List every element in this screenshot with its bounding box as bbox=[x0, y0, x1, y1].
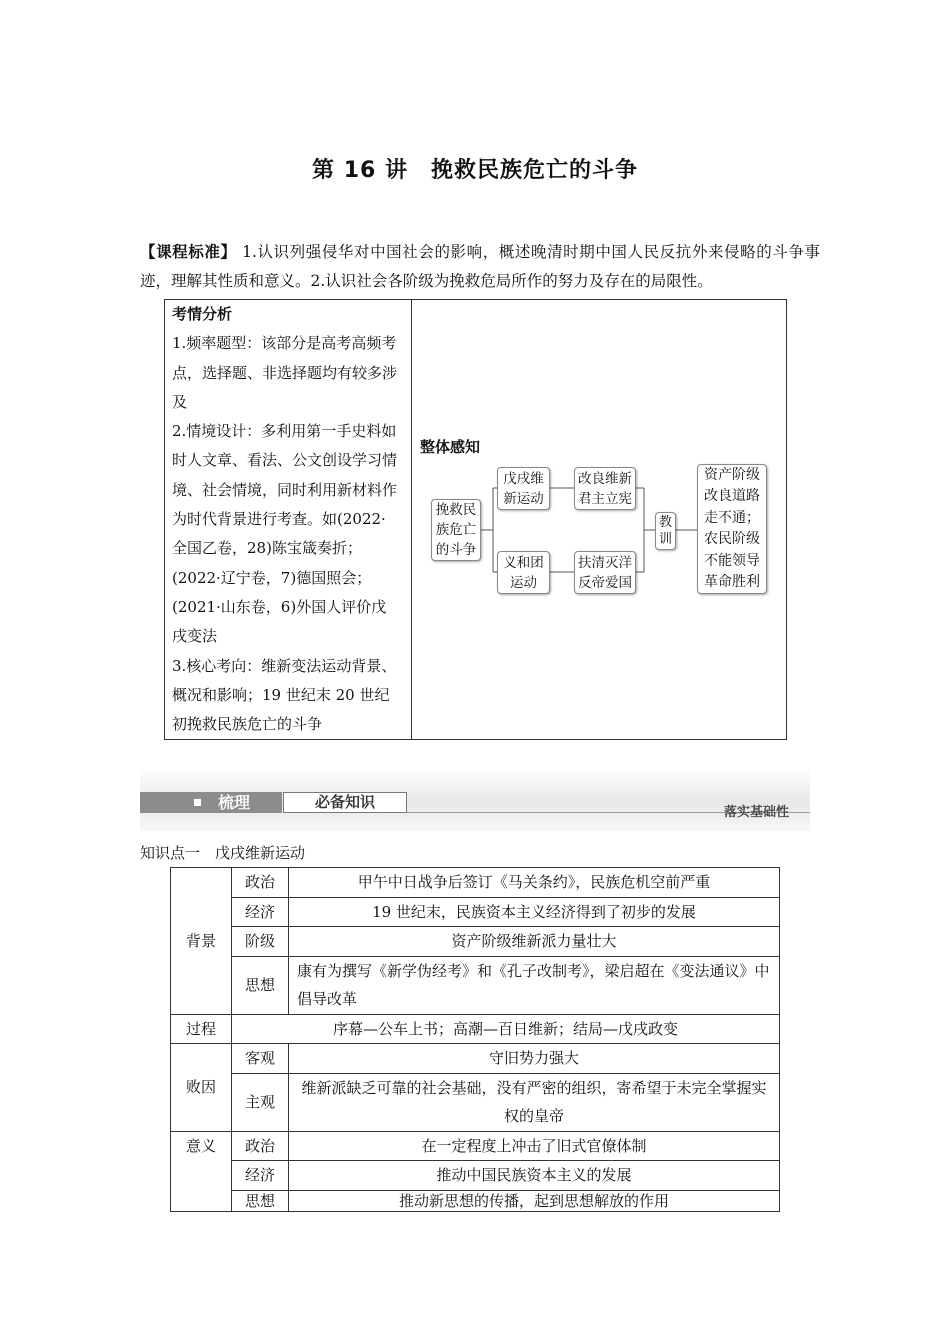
table-row bbox=[171, 1131, 780, 1161]
cell-label: 经济 bbox=[232, 1161, 289, 1191]
exam-analysis-context: 2.情境设计：多利用第一手史料如时人文章、看法、公文创设学习情境、社会情境，同时利用新材料作为时代背景进行考查。如(2022·全国乙卷，28)陈宝箴奏折；(2022·辽宁卷，7)德国照会；(2021·山东卷，6)外国人评价戊戌变法 bbox=[172, 422, 398, 646]
lesson-title: 第 16 讲 挽救民族危亡的斗争 bbox=[312, 158, 638, 183]
cell-label: 经济 bbox=[232, 897, 289, 927]
section-banner-subtitle: 必备知识 bbox=[283, 792, 407, 813]
table-row bbox=[171, 1161, 780, 1191]
table-row bbox=[171, 1073, 780, 1131]
cell-value: 序幕—公车上书；高潮—百日维新；结局—戊戌政变 bbox=[232, 1014, 780, 1044]
overview-outcome-boxer: 扶清灭洋反帝爱国 bbox=[574, 551, 636, 594]
overview-conclusion: 资产阶级改良道路走不通；农民阶级不能领导革命胜利 bbox=[697, 464, 767, 594]
course-standard bbox=[140, 238, 820, 296]
course-standard-tag: 【课程标准】 bbox=[140, 243, 237, 261]
exam-analysis-core: 3.核心考向：维新变法运动背景、概况和影响；19 世纪末 20 世纪初挽救民族危亡的斗争 bbox=[172, 656, 397, 734]
row-group-process: 过程 bbox=[171, 1014, 232, 1044]
exam-analysis bbox=[172, 300, 400, 739]
table-row bbox=[171, 868, 780, 898]
overview-branch-boxer: 义和团运动 bbox=[497, 551, 550, 594]
cell-label: 阶级 bbox=[232, 927, 289, 957]
cell-value: 推动中国民族资本主义的发展 bbox=[289, 1161, 780, 1191]
course-standard-text: 1.认识列强侵华对中国社会的影响，概述晚清时期中国人民反抗外来侵略的斗争事迹，理解其性质和意义。2.认识社会各阶级为挽救危局所作的努力及存在的局限性。 bbox=[140, 243, 820, 290]
table-row bbox=[171, 897, 780, 927]
overview-root: 挽救民族危亡的斗争 bbox=[431, 499, 481, 561]
cell-value: 19 世纪末，民族资本主义经济得到了初步的发展 bbox=[289, 897, 780, 927]
cell-value: 在一定程度上冲击了旧式官僚体制 bbox=[289, 1131, 780, 1161]
table-row bbox=[171, 956, 780, 1014]
cell-label: 政治 bbox=[232, 868, 289, 898]
cell-value: 资产阶级维新派力量壮大 bbox=[289, 927, 780, 957]
cell-value: 守旧势力强大 bbox=[289, 1044, 780, 1074]
row-group-significance: 意义 bbox=[171, 1131, 232, 1211]
overview-branch-reform: 戊戌维新运动 bbox=[497, 467, 550, 510]
knowledge-point-title: 知识点一 戊戌维新运动 bbox=[140, 844, 306, 862]
overview-label: 整体感知 bbox=[420, 438, 481, 456]
row-group-background: 背景 bbox=[171, 868, 232, 1015]
section-banner-right: 落实基础性 bbox=[724, 805, 790, 820]
cell-label: 主观 bbox=[232, 1073, 289, 1131]
cell-value: 康有为撰写《新学伪经考》和《孔子改制考》，梁启超在《变法通议》中倡导改革 bbox=[289, 956, 780, 1014]
table-row bbox=[171, 1044, 780, 1074]
cell-label: 思想 bbox=[232, 956, 289, 1014]
table-row bbox=[171, 1014, 780, 1044]
cell-label: 思想 bbox=[232, 1190, 289, 1211]
overview-outcome-reform: 改良维新君主立宪 bbox=[574, 467, 636, 510]
row-group-failure: 败因 bbox=[171, 1044, 232, 1132]
overview-lesson: 教训 bbox=[655, 512, 676, 550]
knowledge-table bbox=[170, 867, 780, 1212]
section-banner-title: 梳理 bbox=[218, 793, 251, 812]
table-row bbox=[171, 927, 780, 957]
cell-label: 政治 bbox=[232, 1131, 289, 1161]
section-banner-main bbox=[140, 792, 282, 813]
square-bullet-icon bbox=[194, 799, 201, 806]
exam-analysis-heading: 考情分析 bbox=[172, 305, 233, 323]
exam-analysis-frequency: 1.频率题型：该部分是高考高频考点，选择题、非选择题均有较多涉及 bbox=[172, 334, 398, 411]
cell-value: 推动新思想的传播，起到思想解放的作用 bbox=[289, 1190, 780, 1211]
cell-value: 甲午中日战争后签订《马关条约》，民族危机空前严重 bbox=[289, 868, 780, 898]
table-row bbox=[171, 1190, 780, 1211]
cell-value: 维新派缺乏可靠的社会基础，没有严密的组织，寄希望于未完全掌握实权的皇帝 bbox=[289, 1073, 780, 1131]
cell-label: 客观 bbox=[232, 1044, 289, 1074]
